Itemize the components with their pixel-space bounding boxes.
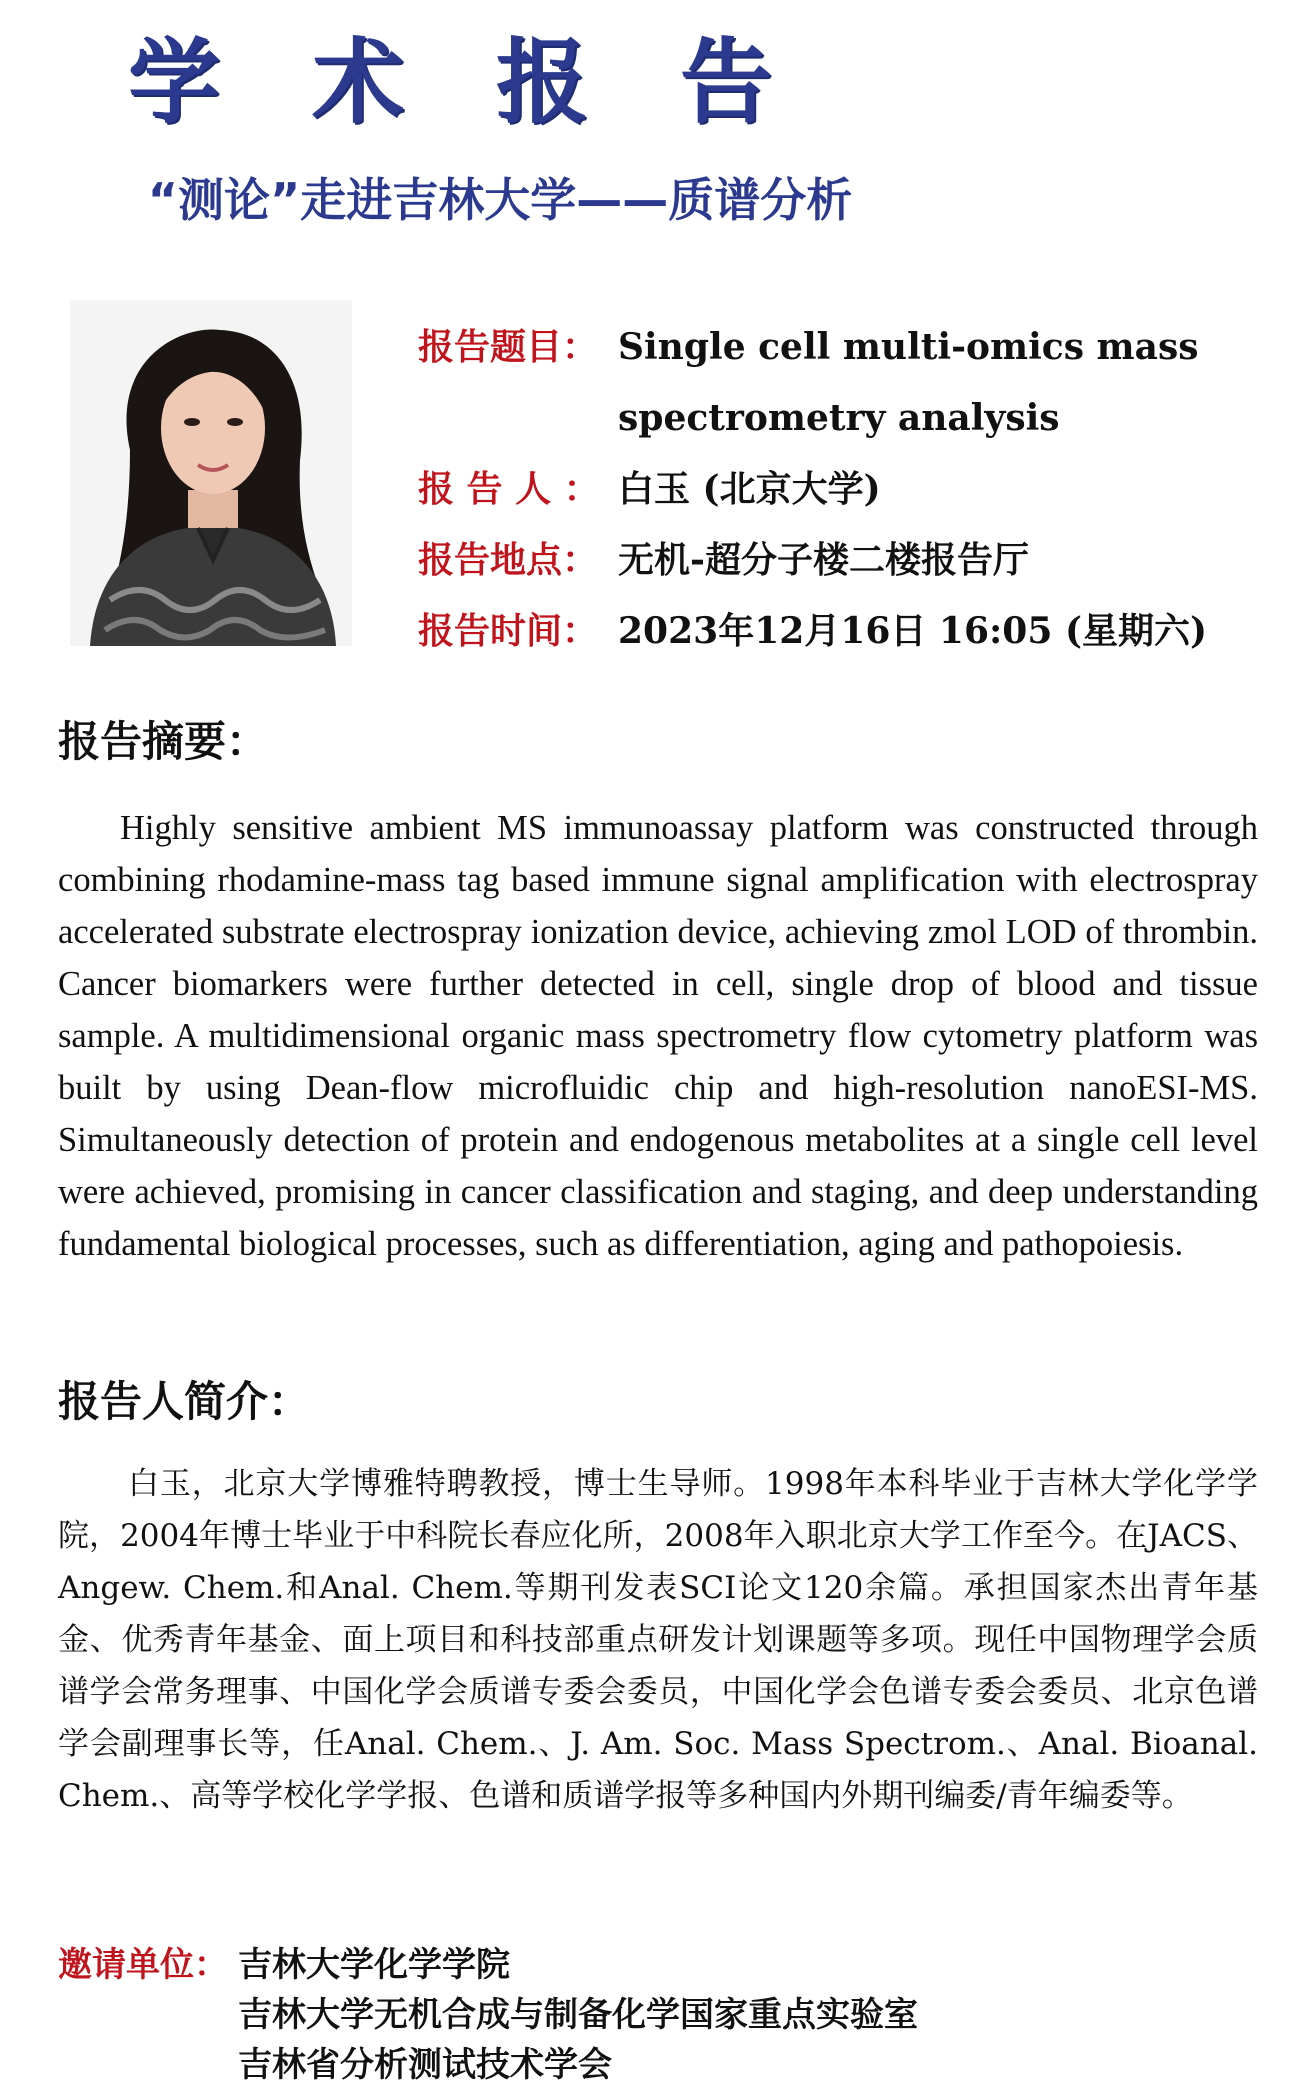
page-title: 学 术 报 告 xyxy=(127,29,803,136)
info-topic-row xyxy=(418,322,1198,373)
page-subtitle: “测论”走进吉林大学——质谱分析 xyxy=(147,173,853,227)
abstract-text: Highly sensitive ambient MS immunoassay platform was constructed through combining rhodamine-mass tag based immune signal amplification with electrospray accelerated substrate electrospray ionization device, achieving zmol LOD of thrombin. Cancer biomarkers were further detected in cell, single drop of blood and tissue sample. A multidimensional organic mass spectrometry flow cytometry platform was built by using Dean-flow microfluidic chip and high-resolution nanoESI-MS. Simultaneously detection of protein and endogenous metabolites at a single cell level were achieved, promising in cancer classification and staging, and deep understanding fundamental biological processes, such as differentiation, aging and pathopoiesis. xyxy=(58,809,1258,1263)
inviter-unit: 吉林省分析测试技术学会 xyxy=(238,2045,612,2085)
inviter-unit: 吉林大学化学学院 xyxy=(238,1945,510,1985)
speaker-value: 白玉 (北京大学) xyxy=(618,468,881,510)
speaker-portrait-icon xyxy=(70,300,352,646)
info-topic-row-continued xyxy=(418,393,1060,444)
time-label: 报告时间： xyxy=(418,611,599,652)
speaker-label: 报 告 人 ： xyxy=(418,469,600,510)
info-speaker-row xyxy=(418,464,881,515)
abstract-heading: 报告摘要： xyxy=(58,717,269,766)
topic-value-line1: Single cell multi-omics mass xyxy=(618,326,1199,368)
inviter-label: 邀请单位： xyxy=(58,1945,228,1985)
bio-heading: 报告人简介： xyxy=(58,1377,311,1426)
location-label: 报告地点： xyxy=(418,540,599,581)
info-location-row xyxy=(418,535,1029,586)
inviter-list xyxy=(238,1940,918,2090)
time-value: 2023年12月16日 16:05 (星期六) xyxy=(618,610,1208,652)
info-time-row xyxy=(418,606,1207,657)
topic-value-line2: spectrometry analysis xyxy=(618,397,1060,439)
topic-label: 报告题目： xyxy=(418,327,599,368)
location-value: 无机-超分子楼二楼报告厅 xyxy=(618,539,1029,581)
inviter-unit: 吉林大学无机合成与制备化学国家重点实验室 xyxy=(238,1995,918,2035)
bio-text: 白玉，北京大学博雅特聘教授，博士生导师。1998年本科毕业于吉林大学化学学院，2004年博士毕业于中科院长春应化所，2008年入职北京大学工作至今。在JACS、Angew. Chem.和Anal. Chem.等期刊发表SCI论文120余篇。承担国家杰出青年基金、优秀青年基金、面上项目和科技部重点研发计划课题等多项。现任中国物理学会质谱学会常务理事、中国化学会质谱专委会委员，中国化学会色谱专委会委员、北京色谱学会副理事长等，任Anal. Chem.、J. Am. Soc. Mass Spectrom.、Anal. Bioanal. Chem.、高等学校化学学报、色谱和质谱学报等多种国内外期刊编委/青年编委等。 xyxy=(58,1466,1258,1814)
